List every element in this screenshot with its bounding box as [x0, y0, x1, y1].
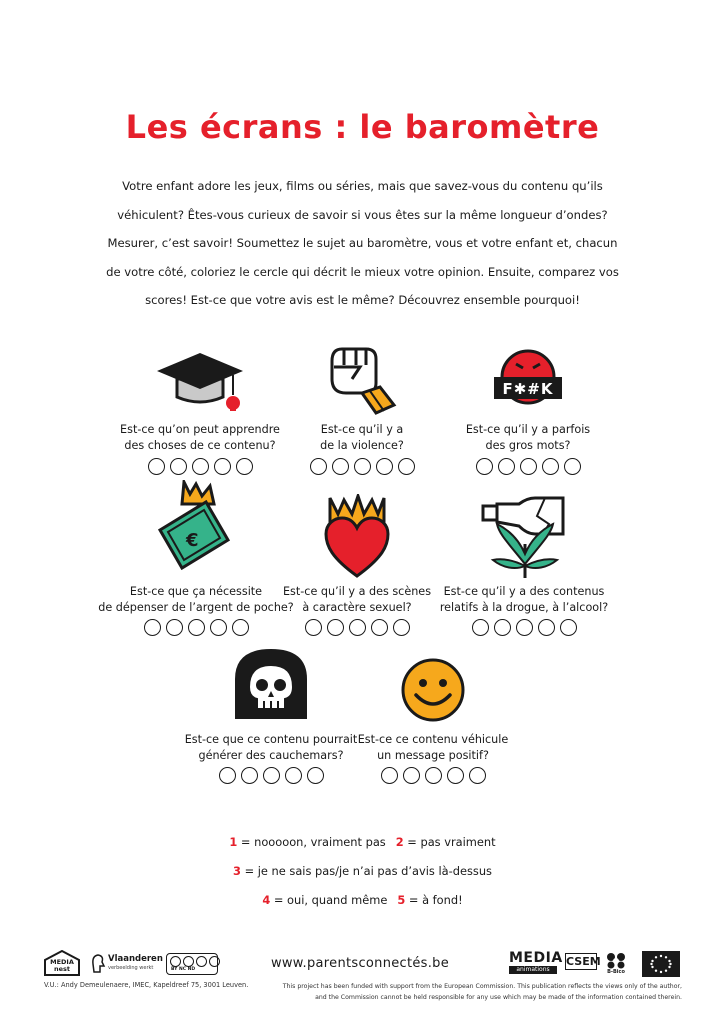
page-title: Les écrans : le baromètre — [125, 108, 600, 146]
question-text: Est-ce que ce contenu pourrait générer des cauchemars? — [184, 733, 358, 762]
intro-text: Votre enfant adore les jeux, films ou séries, mais que savez-vous du contenu qu’ils véhiculent? Êtes-vous curieux de savoir si vous êtes sur la même longueur d’ondes? Mesurer, c’est savoir! Soumettez le sujet au baromètre, vous et votre enfant et, chacun de votre côté, coloriez le cercle qui décrit le mieux votre opinion. Ensuite, comparez vos scores! Est-ce que votre avis est le même? Découvrez ensemble pourquoi! — [106, 179, 619, 307]
burning-money-icon — [156, 480, 236, 572]
rating-circle-3[interactable] — [516, 619, 533, 636]
responsible-publisher: V.U.: Andy Demeulenaere, IMEC, Kapeldreef 75, 3001 Leuven. — [44, 981, 249, 989]
rating-circle-2[interactable] — [403, 767, 420, 784]
question-drugs — [424, 480, 624, 640]
legend-line-2 — [0, 864, 725, 878]
rating-circle-1[interactable] — [219, 767, 236, 784]
media-animations-logo-sub: animations — [509, 966, 557, 974]
rating-circle-3[interactable] — [354, 458, 371, 475]
question-text: Est-ce qu’il y a des scènes à caractère sexuel? — [282, 585, 432, 614]
rating-circle-4[interactable] — [376, 458, 393, 475]
vlaanderen-logo — [90, 952, 162, 976]
vlaanderen-logo-text: Vlaanderen — [108, 954, 163, 964]
legend-text: = nooooon, vraiment pas — [237, 835, 386, 849]
bottle-leaf-icon — [479, 494, 569, 586]
rating-circle-3[interactable] — [188, 619, 205, 636]
legend-number: 4 — [262, 893, 271, 907]
rating-circle-1[interactable] — [472, 619, 489, 636]
medianest-logo-text: MEDIA nest — [50, 958, 74, 973]
legend-line-3 — [0, 893, 725, 907]
legend-number: 2 — [395, 835, 404, 849]
fist-icon — [322, 343, 402, 418]
by-icon — [183, 956, 194, 967]
bbico-logo-text: B-Bico — [607, 969, 625, 975]
legend-line-1 — [0, 835, 725, 849]
cc-license-badge — [166, 953, 218, 975]
question-text: Est-ce qu’il y a parfois des gros mots? — [465, 423, 591, 452]
graduation-cap-icon — [155, 345, 245, 417]
eu-disclaimer-line-2: and the Commission cannot be held responsible for any use which may be made of the information contained therein. — [315, 994, 682, 1001]
rating-circle-2[interactable] — [494, 619, 511, 636]
rating-circle-5[interactable] — [236, 458, 253, 475]
rating-circle-2[interactable] — [241, 767, 258, 784]
rating-circles — [424, 619, 624, 636]
rating-circles — [428, 458, 628, 475]
cc-text: BY NC ND — [171, 967, 196, 972]
rating-circle-2[interactable] — [332, 458, 349, 475]
eu-flag-icon — [642, 951, 680, 977]
rating-circle-4[interactable] — [285, 767, 302, 784]
skull-icon — [231, 645, 311, 723]
rating-circle-1[interactable] — [476, 458, 493, 475]
rating-circle-5[interactable] — [232, 619, 249, 636]
rating-circle-4[interactable] — [447, 767, 464, 784]
lion-icon — [90, 952, 106, 974]
bbico-logo — [602, 951, 630, 977]
question-text: Est-ce ce contenu véhicule un message positif? — [357, 733, 509, 762]
rating-circle-4[interactable] — [210, 619, 227, 636]
rating-circle-3[interactable] — [425, 767, 442, 784]
rating-circle-4[interactable] — [214, 458, 231, 475]
rating-circle-4[interactable] — [371, 619, 388, 636]
smiley-icon — [398, 655, 468, 725]
flaming-heart-icon — [322, 494, 392, 586]
rating-circle-1[interactable] — [381, 767, 398, 784]
csem-logo — [565, 953, 601, 975]
legend-number: 3 — [233, 864, 241, 878]
rating-circle-5[interactable] — [564, 458, 581, 475]
rating-circle-5[interactable] — [469, 767, 486, 784]
rating-circle-5[interactable] — [398, 458, 415, 475]
legend-text: = pas vraiment — [403, 835, 496, 849]
legend-number: 5 — [397, 893, 406, 907]
rating-circle-4[interactable] — [542, 458, 559, 475]
question-text: Est-ce qu’il y a de la violence? — [320, 423, 404, 452]
question-text: Est-ce qu’il y a des contenus relatifs à la drogue, à l’alcool? — [439, 585, 609, 614]
rating-circle-3[interactable] — [349, 619, 366, 636]
legend-text: = oui, quand même — [270, 893, 388, 907]
swear-text: F✱#K — [502, 380, 554, 398]
question-swearing — [428, 345, 628, 475]
cc-icons — [170, 956, 220, 967]
rating-circle-2[interactable] — [166, 619, 183, 636]
rating-circle-3[interactable] — [192, 458, 209, 475]
rating-circle-1[interactable] — [310, 458, 327, 475]
rating-circle-5[interactable] — [307, 767, 324, 784]
svg-text:€: € — [186, 530, 199, 551]
rating-circle-1[interactable] — [144, 619, 161, 636]
question-positive — [333, 645, 533, 785]
nd-icon — [209, 956, 220, 967]
question-text: Est-ce qu’on peut apprendre des choses de ce contenu? — [120, 423, 280, 452]
rating-circles — [333, 767, 533, 784]
legend-text: = à fond! — [405, 893, 463, 907]
rating-circle-2[interactable] — [170, 458, 187, 475]
eu-disclaimer-line-1: This project has been funded with support from the European Commission. This publication reflects the views only of the author, — [282, 983, 682, 990]
rating-circle-3[interactable] — [263, 767, 280, 784]
media-animations-logo — [509, 950, 563, 977]
rating-circle-1[interactable] — [305, 619, 322, 636]
rating-circle-4[interactable] — [538, 619, 555, 636]
rating-circle-2[interactable] — [498, 458, 515, 475]
nc-icon — [196, 956, 207, 967]
rating-circle-5[interactable] — [393, 619, 410, 636]
rating-circle-2[interactable] — [327, 619, 344, 636]
flower-icon — [605, 951, 627, 969]
rating-circle-1[interactable] — [148, 458, 165, 475]
medianest-logo — [44, 950, 80, 976]
rating-circle-5[interactable] — [560, 619, 577, 636]
legend-text: = je ne sais pas/je n’ai pas d’avis là-dessus — [240, 864, 492, 878]
cc-icon — [170, 956, 181, 967]
eu-disclaimer — [262, 981, 682, 1003]
rating-circle-3[interactable] — [520, 458, 537, 475]
website-url[interactable]: www.parentsconnectés.be — [270, 956, 450, 971]
question-text: Est-ce que ça nécessite de dépenser de l’argent de poche? — [98, 585, 294, 614]
vlaanderen-logo-sub: verbeelding werkt — [108, 965, 154, 971]
legend-number: 1 — [229, 835, 238, 849]
media-animations-logo-text: MEDIA — [509, 950, 563, 966]
csem-logo-text: CSEM — [566, 955, 601, 968]
